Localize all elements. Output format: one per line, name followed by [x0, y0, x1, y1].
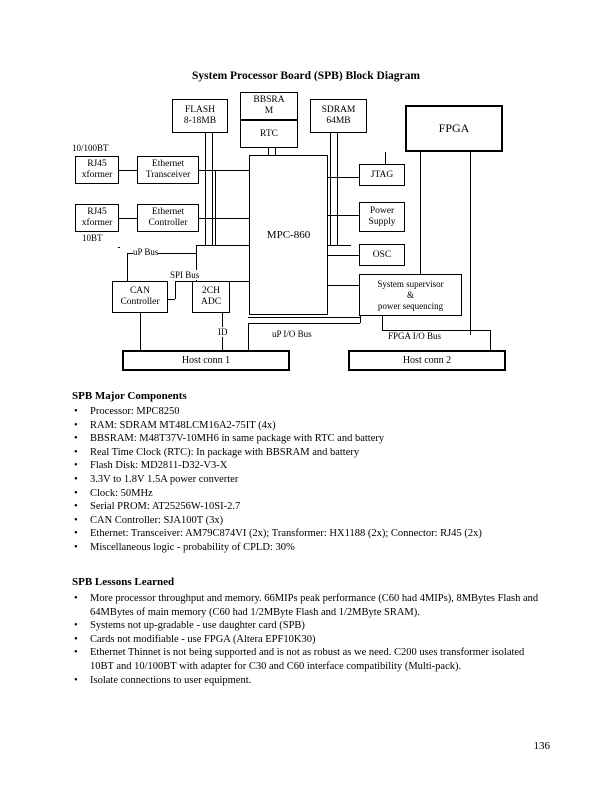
connector-line: [337, 133, 338, 245]
block-osc: OSC: [359, 244, 405, 266]
bus-line: [248, 323, 249, 350]
list-item: • Cards not modifiable - use FPGA (Altera EPF10K30): [74, 633, 316, 645]
connector-line: [327, 255, 359, 256]
block-rj45-xformer-1: RJ45 xformer: [75, 156, 119, 184]
block-sdram: SDRAM 64MB: [310, 99, 367, 133]
major-components-heading: SPB Major Components: [72, 390, 187, 402]
block-can-controller: CAN Controller: [112, 281, 168, 313]
label-id: ID: [218, 327, 228, 337]
bullet-dot: •: [74, 541, 78, 553]
block-rtc: RTC: [240, 120, 298, 148]
list-item: • More processor throughput and memory. 66MIPs peak performance (C60 had 4MIPs), 8MBytes Flash and 64MBytes of main memory (C60 had 1/2MByte Flash and 1/2MByte SRAM).: [74, 593, 539, 618]
list-item: • BBSRAM: M48T37V-10MH6 in same package with RTC and battery: [74, 433, 385, 445]
bullet-dot: •: [74, 620, 78, 632]
block-bbsram: BBSRA M: [240, 92, 298, 120]
bullet-dot: •: [74, 487, 78, 499]
bullet-dot: •: [74, 647, 78, 659]
lessons-learned-list: [72, 592, 542, 687]
list-item: • CAN Controller: SJA100T (3x): [74, 514, 224, 526]
list-item: • Systems not up-gradable - use daughter card (SPB): [74, 620, 305, 632]
list-item: • RAM: SDRAM MT48LCM16A2-75IT (4x): [74, 419, 276, 431]
bullet-dot: •: [74, 501, 78, 513]
list-item: • Ethernet Thinnet is not being supported and is not as robust as we need. C200 uses transformer isolated 10BT and 10/100BT with adapter for C30 and C60 interface compatibility (Multi-pack).: [74, 647, 525, 672]
bullet-dot: •: [74, 419, 78, 431]
list-item: • Ethernet: Transceiver: AM79C874VI (2x); Transformer: HX1188 (2x); Connector: RJ45 (2x): [74, 528, 482, 540]
list-item: • Isolate connections to user equipment.: [74, 674, 252, 686]
block-rj45-xformer-2: RJ45 xformer: [75, 204, 119, 232]
list-item: • 3.3V to 1.8V 1.5A power converter: [74, 473, 239, 485]
bullet-dot: •: [74, 433, 78, 445]
block-jtag: JTAG: [359, 164, 405, 186]
connector-line: [215, 170, 216, 245]
block-host-conn-2: Host conn 2: [348, 350, 506, 371]
bullet-dot: •: [74, 460, 78, 472]
block-2ch-adc: 2CH ADC: [192, 281, 230, 313]
connector-line: [205, 133, 206, 245]
bullet-dot: •: [74, 593, 78, 604]
connector-line: [327, 177, 359, 178]
bullet-dot: •: [74, 514, 78, 526]
bullet-dot: •: [74, 528, 78, 540]
major-components-list: [72, 405, 542, 555]
bus-line: [118, 247, 120, 248]
bus-line: [490, 330, 491, 350]
connector-line: [420, 152, 421, 274]
connector-line: [330, 133, 331, 245]
list-item: • Flash Disk: MD2811-D32-V3-X: [74, 460, 228, 472]
block-system-supervisor: System supervisor & power sequencing: [359, 274, 462, 316]
block-fpga: FPGA: [405, 105, 503, 152]
connector-line: [470, 152, 471, 335]
connector-line: [327, 285, 359, 286]
bus-line: [175, 281, 176, 299]
bus-line: [127, 253, 128, 283]
bullet-dot: •: [74, 473, 78, 485]
list-item: • Miscellaneous logic - probability of CPLD: 30%: [74, 541, 295, 553]
label-10bt: 10BT: [82, 233, 103, 243]
label-up-io-bus: uP I/O Bus: [272, 329, 312, 339]
label-10-100bt: 10/100BT: [72, 143, 109, 153]
block-ethernet-transceiver: Ethernet Transceiver: [137, 156, 199, 184]
bus-line: [248, 317, 360, 318]
connector-line: [140, 313, 141, 350]
block-ethernet-controller: Ethernet Controller: [137, 204, 199, 232]
bullet-dot: •: [74, 446, 78, 458]
diagram-title: System Processor Board (SPB) Block Diagram: [192, 70, 420, 82]
bus-line: [248, 323, 360, 324]
block-mpc860: MPC-860: [249, 155, 328, 315]
page-number: 136: [533, 740, 550, 752]
label-fpga-io-bus: FPGA I/O Bus: [388, 331, 442, 341]
list-item: • Clock: 50MHz: [74, 487, 153, 499]
label-up-bus: uP Bus: [133, 247, 159, 257]
block-flash: FLASH 8-18MB: [172, 99, 228, 133]
block-diagram: [0, 85, 612, 380]
connector-line: [198, 218, 250, 219]
connector-line: [212, 133, 213, 245]
lessons-learned-heading: SPB Lessons Learned: [72, 576, 175, 588]
block-host-conn-1: Host conn 1: [122, 350, 290, 371]
bullet-dot: •: [74, 633, 78, 645]
bullet-dot: •: [74, 674, 78, 686]
block-power-supply: Power Supply: [359, 202, 405, 232]
list-item: • Real Time Clock (RTC): In package with BBSRAM and battery: [74, 446, 360, 458]
connector-line: [327, 215, 359, 216]
connector-line: [198, 170, 250, 171]
bullet-dot: •: [74, 406, 78, 417]
list-item: • Processor: MPC8250: [74, 406, 180, 417]
list-item: • Serial PROM: AT25256W-10SI-2.7: [74, 501, 241, 513]
label-spi-bus: SPI Bus: [170, 270, 200, 280]
